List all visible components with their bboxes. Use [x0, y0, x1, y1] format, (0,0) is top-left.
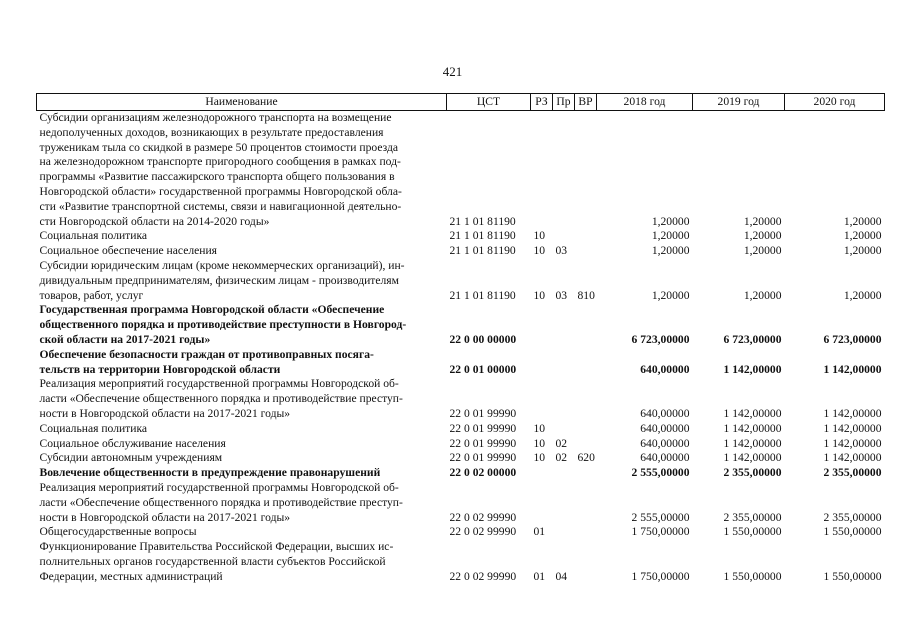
- row-name-cell: Социальная политика: [39, 421, 148, 435]
- row-2020-cell: 1,20000: [843, 244, 882, 258]
- row-rz-cell: 10: [533, 436, 546, 450]
- table-row: [37, 437, 885, 452]
- row-2020-cell: 2 355,00000: [823, 466, 882, 480]
- table-row: [37, 451, 885, 466]
- row-name-cell: Реализация мероприятий государственной программы Новгородской об- ласти «Обеспечение общественного порядка и противодействие преступ- ности в Новгородской области на 2017-2021 годы»: [39, 480, 403, 524]
- row-2019-cell: 2 355,00000: [723, 466, 782, 480]
- row-name-cell: Общегосударственные вопросы: [39, 525, 197, 539]
- table-row: [37, 244, 885, 259]
- row-name-cell: Субсидии автономным учреждениям: [39, 451, 223, 465]
- table-row: [37, 466, 885, 481]
- row-pr-cell: 04: [555, 569, 568, 583]
- row-rz-cell: 10: [533, 229, 546, 243]
- row-vr-cell: [575, 422, 597, 437]
- header-cst: ЦСТ: [447, 94, 531, 111]
- row-2019-cell: 1,20000: [743, 214, 782, 228]
- row-name-cell: Социальная политика: [39, 229, 148, 243]
- row-rz-cell: [531, 111, 553, 230]
- row-2019-cell: 1 550,00000: [723, 525, 782, 539]
- header-2018: 2018 год: [597, 94, 693, 111]
- row-vr-cell: [575, 348, 597, 378]
- row-2018-cell: 640,00000: [640, 362, 690, 376]
- row-2019-cell: 2 355,00000: [723, 510, 782, 524]
- row-2020-cell: 1 142,00000: [823, 362, 882, 376]
- table-row: [37, 377, 885, 421]
- table-row: [37, 303, 885, 347]
- row-2020-cell: 1,20000: [843, 288, 882, 302]
- row-vr-cell: [575, 303, 597, 347]
- row-name-cell: Реализация мероприятий государственной программы Новгородской об- ласти «Обеспечение общественного порядка и противодействие преступ- ности в Новгородской области на 2017-2021 годы»: [39, 377, 403, 420]
- row-rz-cell: [531, 377, 553, 421]
- row-name-cell: Социальное обслуживание населения: [39, 436, 226, 450]
- row-2019-cell: 1 550,00000: [723, 569, 782, 583]
- row-2018-cell: 640,00000: [640, 451, 690, 465]
- header-pr: Пр: [553, 94, 575, 111]
- table-row: [37, 481, 885, 525]
- row-cst-cell: 22 0 02 00000: [449, 466, 517, 480]
- row-2018-cell: 1 750,00000: [631, 569, 690, 583]
- row-2019-cell: 1 142,00000: [723, 436, 782, 450]
- header-name: Наименование: [37, 94, 447, 111]
- table-row: [37, 422, 885, 437]
- row-2020-cell: 6 723,00000: [823, 332, 882, 346]
- row-2020-cell: 2 355,00000: [823, 510, 882, 524]
- row-name-cell: Обеспечение безопасности граждан от противоправных посяга- тельств на территории Новгородской области: [39, 347, 374, 376]
- row-pr-cell: 02: [555, 451, 568, 465]
- table-row: [37, 111, 885, 230]
- row-rz-cell: [531, 348, 553, 378]
- row-2020-cell: 1 142,00000: [823, 406, 882, 420]
- header-rz: РЗ: [531, 94, 553, 111]
- row-2020-cell: 1,20000: [843, 229, 882, 243]
- row-pr-cell: [553, 348, 575, 378]
- row-2018-cell: 640,00000: [640, 421, 690, 435]
- row-2020-cell: 1 142,00000: [823, 451, 882, 465]
- table-body: [37, 111, 885, 585]
- page-number: 421: [442, 64, 463, 79]
- row-cst-cell: 21 1 01 81190: [449, 214, 516, 228]
- row-2018-cell: 640,00000: [640, 406, 690, 420]
- row-2018-cell: 1,20000: [651, 244, 690, 258]
- row-cst-cell: 22 0 01 00000: [449, 362, 517, 376]
- row-rz-cell: [531, 481, 553, 525]
- row-name-cell: Субсидии юридическим лицам (кроме некоммерческих организаций), ин- дивидуальным предпринимателям, физическим лицам - производителям товаров, работ, услуг: [39, 258, 405, 302]
- row-cst-cell: 22 0 02 99990: [449, 569, 517, 583]
- row-2018-cell: 1,20000: [651, 288, 690, 302]
- row-vr-cell: 620: [577, 451, 595, 465]
- row-name-cell: Вовлечение общественности в предупреждение правонарушений: [39, 466, 381, 480]
- row-2019-cell: 1 142,00000: [723, 451, 782, 465]
- row-rz-cell: [531, 466, 553, 481]
- row-2019-cell: 1,20000: [743, 229, 782, 243]
- row-2020-cell: 1 142,00000: [823, 436, 882, 450]
- row-cst-cell: 22 0 01 99990: [449, 436, 517, 450]
- row-rz-cell: 01: [533, 569, 546, 583]
- row-rz-cell: 10: [533, 288, 546, 302]
- row-name-cell: Государственная программа Новгородской области «Обеспечение общественного порядка и противодействие преступности в Новгород- ской области на 2017-2021 годы»: [39, 303, 407, 346]
- row-cst-cell: 22 0 01 99990: [449, 421, 517, 435]
- row-pr-cell: [553, 525, 575, 540]
- row-pr-cell: [553, 229, 575, 244]
- row-pr-cell: [553, 422, 575, 437]
- row-2020-cell: 1,20000: [843, 214, 882, 228]
- table-header-row: [37, 94, 885, 111]
- row-cst-cell: 22 0 02 99990: [449, 510, 517, 524]
- row-vr-cell: [575, 481, 597, 525]
- row-cst-cell: 22 0 01 99990: [449, 451, 517, 465]
- row-rz-cell: 10: [533, 451, 546, 465]
- row-cst-cell: 21 1 01 81190: [449, 229, 516, 243]
- row-vr-cell: [575, 525, 597, 540]
- row-rz-cell: 10: [533, 421, 546, 435]
- row-2019-cell: 6 723,00000: [723, 332, 782, 346]
- row-vr-cell: [575, 244, 597, 259]
- row-pr-cell: [553, 111, 575, 230]
- row-vr-cell: [575, 540, 597, 584]
- row-2019-cell: 1 142,00000: [723, 406, 782, 420]
- row-pr-cell: 02: [555, 436, 568, 450]
- row-cst-cell: 22 0 00 00000: [449, 332, 517, 346]
- row-vr-cell: 810: [577, 288, 595, 302]
- row-2019-cell: 1,20000: [743, 288, 782, 302]
- table-row: [37, 229, 885, 244]
- row-pr-cell: [553, 303, 575, 347]
- row-pr-cell: [553, 481, 575, 525]
- header-vr: ВР: [575, 94, 597, 111]
- row-2018-cell: 2 555,00000: [631, 510, 690, 524]
- row-pr-cell: 03: [555, 288, 568, 302]
- budget-table: [36, 93, 885, 585]
- row-vr-cell: [575, 377, 597, 421]
- table-row: [37, 348, 885, 378]
- table-row: [37, 540, 885, 584]
- row-name-cell: Функционирование Правительства Российской Федерации, высших ис- полнительных органов государственной власти субъектов Российской Федерации, местных администраций: [39, 540, 394, 583]
- row-pr-cell: [553, 466, 575, 481]
- table-row: [37, 525, 885, 540]
- row-rz-cell: [531, 303, 553, 347]
- row-2018-cell: 1 750,00000: [631, 525, 690, 539]
- table-row: [37, 259, 885, 303]
- row-vr-cell: [575, 437, 597, 452]
- row-cst-cell: 21 1 01 81190: [449, 244, 516, 258]
- row-2020-cell: 1 142,00000: [823, 421, 882, 435]
- header-2020: 2020 год: [785, 94, 885, 111]
- row-2018-cell: 1,20000: [651, 229, 690, 243]
- row-2018-cell: 6 723,00000: [631, 332, 690, 346]
- row-rz-cell: 01: [533, 525, 546, 539]
- row-name-cell: Субсидии организациям железнодорожного транспорта на возмещение недополученных доходов, возникающих в результате предоставления труженикам тыла со скидкой в размере 50 процентов стоимости проезда на железнодорожном транспорте пригородного сообщения в рамках под- программы «Развитие пассажирского транспорта общего пользования в Новгородской области» государственной программы Новгородской обла- сти «Развитие транспортной системы, связи и навигационной деятельно- сти Новгородской области на 2014-2020 годы»: [39, 111, 402, 228]
- row-pr-cell: [553, 377, 575, 421]
- row-2018-cell: 1,20000: [651, 214, 690, 228]
- row-vr-cell: [575, 466, 597, 481]
- row-vr-cell: [575, 111, 597, 230]
- row-cst-cell: 22 0 02 99990: [449, 525, 517, 539]
- row-2020-cell: 1 550,00000: [823, 569, 882, 583]
- row-2019-cell: 1 142,00000: [723, 362, 782, 376]
- row-2019-cell: 1,20000: [743, 244, 782, 258]
- row-pr-cell: 03: [555, 244, 568, 258]
- row-cst-cell: 22 0 01 99990: [449, 406, 517, 420]
- header-2019: 2019 год: [693, 94, 785, 111]
- row-2018-cell: 2 555,00000: [631, 466, 690, 480]
- row-rz-cell: 10: [533, 244, 546, 258]
- row-2020-cell: 1 550,00000: [823, 525, 882, 539]
- row-cst-cell: 21 1 01 81190: [449, 288, 516, 302]
- row-2018-cell: 640,00000: [640, 436, 690, 450]
- row-vr-cell: [575, 229, 597, 244]
- row-name-cell: Социальное обеспечение населения: [39, 244, 218, 258]
- row-2019-cell: 1 142,00000: [723, 421, 782, 435]
